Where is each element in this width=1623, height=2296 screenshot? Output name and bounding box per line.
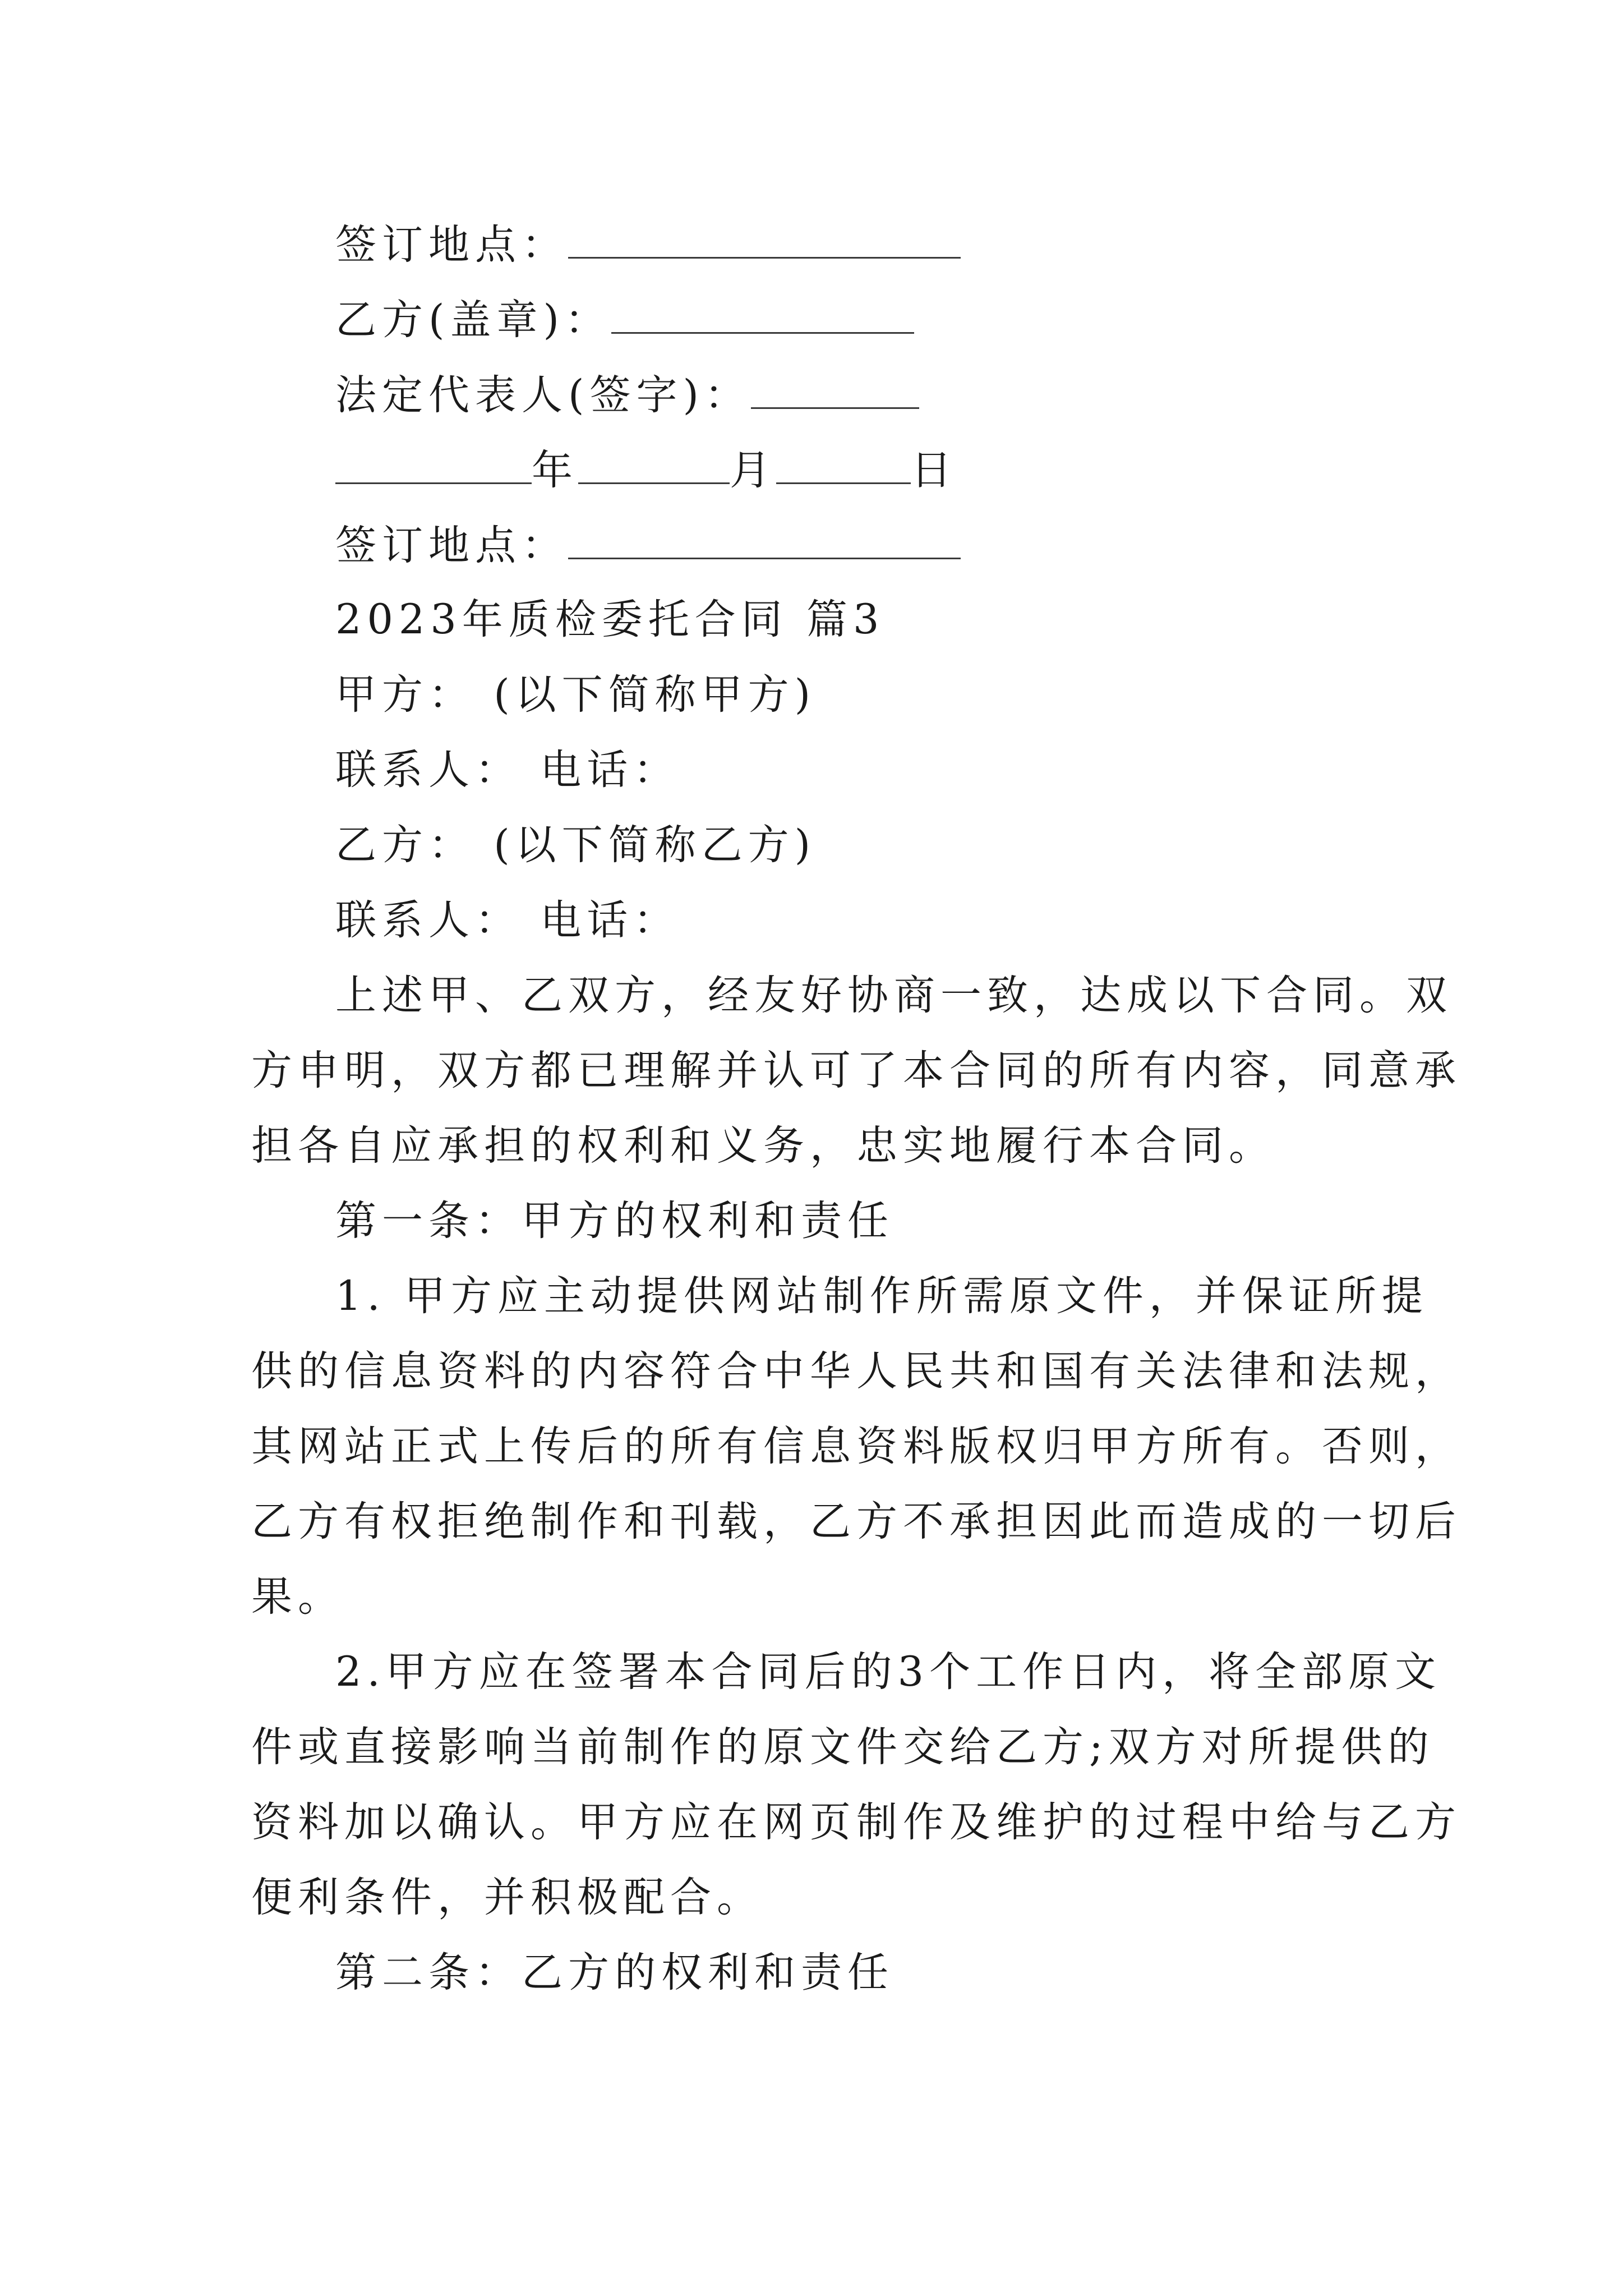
blank-field [611,298,914,334]
party-b-seal-line [335,296,914,344]
clause-2-line: 2.甲方应在签署本合同后的3个工作日内，将全部原文 [335,1648,1442,1696]
clause-2-line: 资料加以确认。甲方应在网页制作及维护的过程中给与乙方 [251,1798,1461,1846]
intro-line: 上述甲、乙双方，经友好协商一致，达成以下合同。双 [335,972,1453,1019]
article-1-title: 第一条：甲方的权利和责任 [335,1197,894,1245]
clause-2-line: 便利条件，并积极配合。 [251,1874,763,1921]
sign-place-line-2 [335,522,961,569]
clause-1-line: 果。 [251,1573,344,1621]
blank-field [751,374,919,409]
date-line [335,447,957,494]
clause-1-line: 其网站正式上传后的所有信息资料版权归甲方所有。否则， [251,1423,1461,1470]
party-b-seal-label: 乙方(盖章)： [335,296,611,344]
blank-field [568,223,961,259]
blank-field [578,449,730,484]
year-label: 年 [532,447,578,494]
party-b-line: 乙方： (以下简称乙方) [335,821,817,869]
blank-field [335,449,532,484]
contact-b-line: 联系人： 电话： [335,896,680,944]
sign-place-line-1 [335,221,961,269]
legal-rep-line [335,371,919,419]
clause-1-line: 供的信息资料的内容符合中华人民共和国有关法律和法规， [251,1347,1461,1395]
sign-place-label: 签订地点： [335,221,568,269]
legal-rep-label: 法定代表人(签字)： [335,371,751,419]
blank-field [776,449,911,484]
section-heading: 2023年质检委托合同 篇3 [335,596,885,643]
clause-1-line: 1. 甲方应主动提供网站制作所需原文件，并保证所提 [335,1272,1428,1320]
blank-field [568,524,961,559]
intro-line: 担各自应承担的权利和义务，忠实地履行本合同。 [251,1122,1275,1170]
contact-a-line: 联系人： 电话： [335,746,680,794]
clause-2-line: 件或直接影响当前制作的原文件交给乙方;双方对所提供的 [251,1723,1435,1771]
sign-place-label: 签订地点： [335,522,568,569]
month-label: 月 [730,447,776,494]
intro-line: 方申明，双方都已理解并认可了本合同的所有内容，同意承 [251,1047,1461,1094]
article-2-title: 第二条：乙方的权利和责任 [335,1949,894,1996]
day-label: 日 [911,447,957,494]
clause-1-line: 乙方有权拒绝制作和刊载，乙方不承担因此而造成的一切后 [251,1498,1461,1545]
party-a-line: 甲方： (以下简称甲方) [335,671,817,719]
